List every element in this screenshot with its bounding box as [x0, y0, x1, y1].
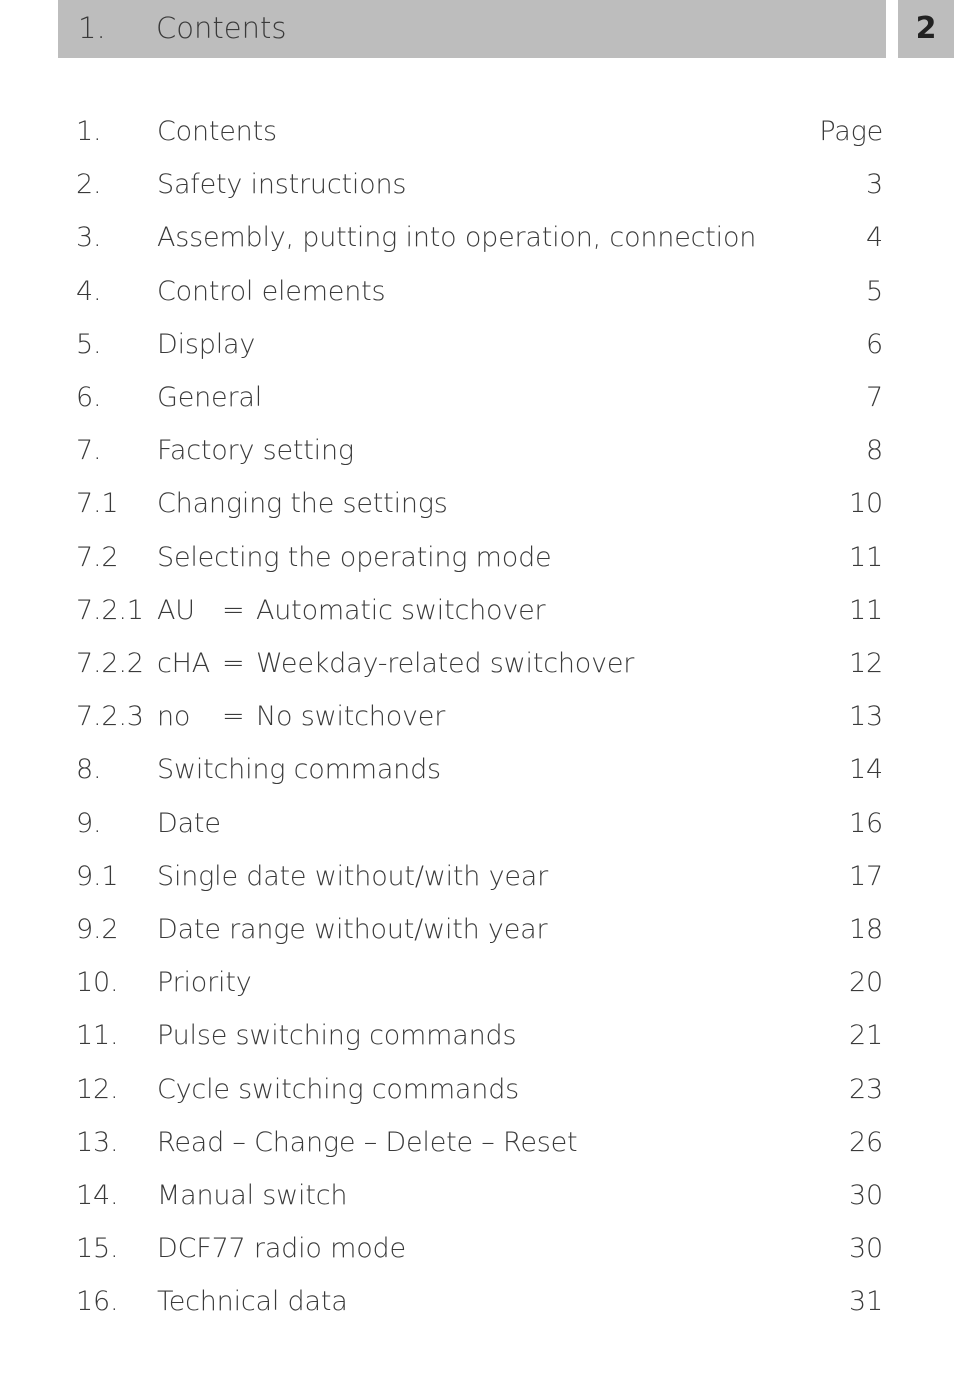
toc-entry-title: Changing the settings: [157, 488, 448, 520]
toc-entry[interactable]: [0, 1070, 954, 1110]
toc-entry-number: 6.: [76, 382, 102, 413]
toc-entry-title: Cycle switching commands: [157, 1073, 519, 1105]
toc-entry-title: DCF77 radio mode: [157, 1233, 406, 1265]
toc-entry-title: Safety instructions: [157, 169, 407, 201]
toc-entry-number: 7.: [76, 435, 102, 467]
toc-entry-title: Pulse switching commands: [157, 1020, 517, 1052]
toc-entry-page: 17: [849, 860, 883, 892]
section-title: Contents: [156, 11, 287, 45]
toc-entry-number: 7.2: [76, 541, 119, 573]
toc-entry[interactable]: [0, 644, 954, 684]
toc-entry[interactable]: [0, 1229, 954, 1269]
toc-entry-number: 2.: [76, 169, 102, 201]
toc-entry-title: Weekday-related switchover: [256, 648, 635, 679]
toc-entry[interactable]: [0, 538, 954, 578]
toc-entry[interactable]: [0, 1282, 954, 1322]
toc-entry-mode-code: no: [157, 701, 191, 733]
toc-entry-title: Switching commands: [157, 754, 441, 786]
toc-entry-equals-sign: =: [222, 701, 245, 733]
toc-entry-page: 16: [849, 807, 883, 839]
toc-entry-page: 11: [849, 594, 883, 626]
toc-entry-number: 1.: [76, 116, 102, 147]
toc-entry-number: 5.: [76, 328, 102, 360]
toc-entry-title: Assembly, putting into operation, connection: [157, 222, 757, 254]
toc-entry-number: 7.2.2: [76, 648, 144, 679]
toc-entry[interactable]: [0, 218, 954, 258]
toc-entry-number: 16.: [76, 1286, 119, 1318]
toc-entry-page: 10: [849, 488, 883, 520]
toc-entry[interactable]: [0, 750, 954, 790]
toc-entry-page: 30: [849, 1233, 883, 1265]
page-column-label: Page: [819, 116, 883, 147]
toc-entry[interactable]: [0, 804, 954, 844]
toc-entry[interactable]: [0, 910, 954, 950]
toc-entry[interactable]: [0, 857, 954, 897]
toc-entry[interactable]: [0, 165, 954, 205]
toc-entry[interactable]: [0, 1176, 954, 1216]
toc-entry-page: 26: [849, 1126, 883, 1158]
toc-entry-page: 6: [866, 328, 883, 360]
toc-entry-title: Display: [157, 328, 256, 360]
toc-entry-title: Automatic switchover: [256, 594, 546, 626]
toc-entry-page: 4: [866, 222, 883, 254]
toc-entry-number: 9.1: [76, 860, 119, 892]
toc-entry-title: Factory setting: [157, 435, 354, 467]
toc-entry[interactable]: [0, 697, 954, 737]
toc-entry-page: 5: [866, 275, 883, 307]
toc-entry-page: 12: [849, 648, 883, 679]
toc-entry-title: General: [157, 382, 263, 413]
toc-entry-number: 3.: [76, 222, 102, 254]
toc-entry-title: Selecting the operating mode: [157, 541, 552, 573]
toc-entry-title: Control elements: [157, 275, 386, 307]
toc-entry-equals-sign: =: [222, 594, 245, 626]
toc-entry-number: 7.1: [76, 488, 119, 520]
toc-entry[interactable]: [0, 272, 954, 312]
toc-entry-page: 3: [866, 169, 883, 201]
toc-entry-number: 9.2: [76, 914, 119, 945]
toc-entry-title: Read – Change – Delete – Reset: [157, 1126, 578, 1158]
toc-entry-page: 7: [866, 382, 883, 413]
toc-entry-number: 7.2.1: [76, 594, 144, 626]
toc-entry-title: Single date without/with year: [157, 860, 549, 892]
toc-entry[interactable]: [0, 325, 954, 365]
toc-entry-page: 23: [849, 1073, 883, 1105]
toc-entry[interactable]: [0, 963, 954, 1003]
toc-entry-page: 18: [849, 914, 883, 945]
toc-entry-number: 12.: [76, 1073, 119, 1105]
section-header-bar: [58, 0, 886, 58]
toc-entry-number: 13.: [76, 1126, 119, 1158]
toc-entry-number: 7.2.3: [76, 701, 144, 733]
toc-entry-title: Contents: [157, 116, 277, 147]
toc-entry-number: 11.: [76, 1020, 119, 1052]
toc-entry-number: 4.: [76, 275, 102, 307]
page-number-tab: [898, 0, 954, 58]
toc-entry-page: 20: [849, 967, 883, 999]
toc-entry-equals-sign: =: [222, 648, 245, 679]
toc-entry[interactable]: [0, 591, 954, 631]
toc-entry[interactable]: [0, 378, 954, 418]
section-number: 1.: [78, 11, 106, 45]
toc-entry-title: Technical data: [157, 1286, 348, 1318]
toc-entry-title: Manual switch: [157, 1180, 348, 1211]
toc-entry[interactable]: [0, 484, 954, 524]
toc-entry-number: 14.: [76, 1180, 119, 1211]
toc-entry[interactable]: [0, 431, 954, 471]
page-number: 2: [915, 11, 937, 46]
toc-entry-page: 8: [866, 435, 883, 467]
toc-entry-number: 10.: [76, 967, 119, 999]
toc-entry-page: 11: [849, 541, 883, 573]
toc-entry-page: 30: [849, 1180, 883, 1211]
toc-entry-page: 14: [849, 754, 883, 786]
toc-entry-number: 9.: [76, 807, 102, 839]
toc-entry-page: 13: [849, 701, 883, 733]
toc-entry-title: Date range without/with year: [157, 914, 548, 945]
toc-entry-mode-code: cHA: [157, 648, 211, 679]
toc-entry[interactable]: [0, 1016, 954, 1056]
toc-entry-title: No switchover: [256, 701, 446, 733]
toc-entry-page: 21: [849, 1020, 883, 1052]
toc-entry-title: Date: [157, 807, 221, 839]
toc-entry-number: 15.: [76, 1233, 119, 1265]
toc-entry-mode-code: AU: [157, 594, 195, 626]
toc-entry-page: 31: [849, 1286, 883, 1318]
toc-entry-title: Priority: [157, 967, 252, 999]
toc-entry-number: 8.: [76, 754, 102, 786]
toc-entry[interactable]: [0, 1123, 954, 1163]
toc-entry[interactable]: [0, 112, 954, 152]
